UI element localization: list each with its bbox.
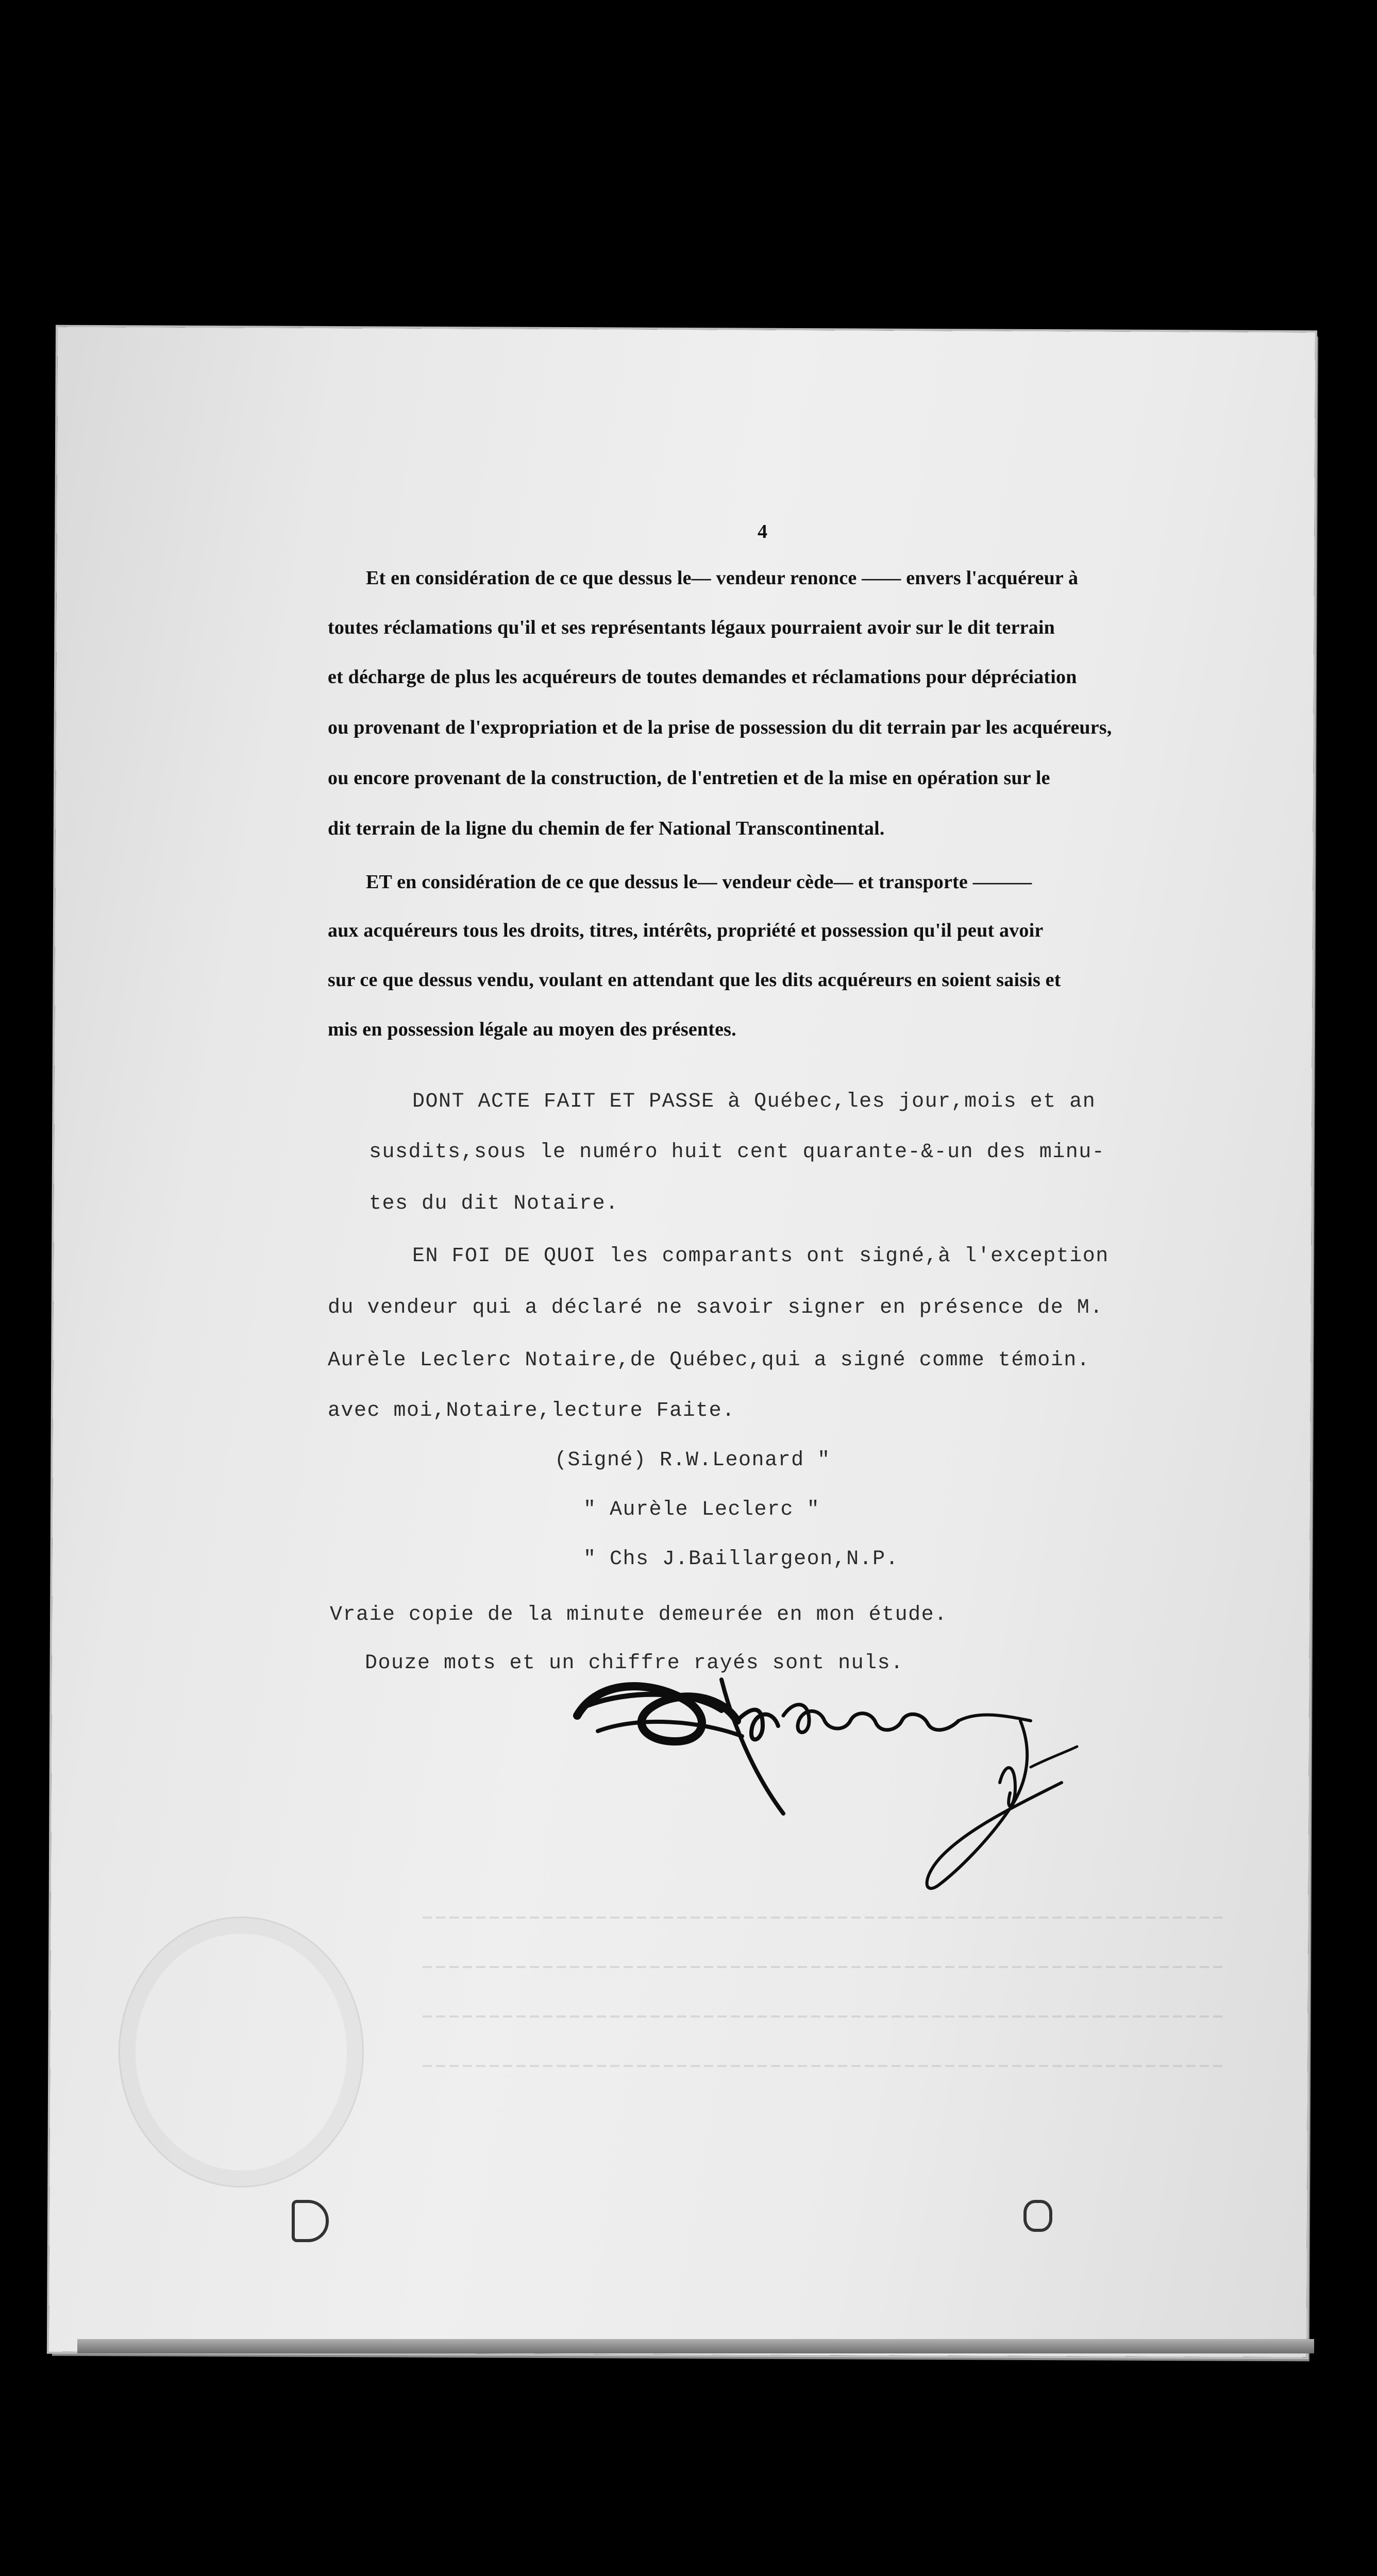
typed-line: avec moi,Notaire,lecture Faite. — [328, 1399, 735, 1422]
page-edge — [77, 2339, 1314, 2353]
typed-line: Vraie copie de la minute demeurée en mon étude. — [330, 1603, 948, 1626]
typed-line: Aurèle Leclerc Notaire,de Québec,qui a signé comme témoin. — [328, 1349, 1090, 1372]
printed-line: ou provenant de l'expropriation et de la prise de possession du dit terrain par les acquéreurs, — [328, 717, 1112, 738]
printed-line: mis en possession légale au moyen des présentes. — [328, 1019, 736, 1040]
printed-line: sur ce que dessus vendu, voulant en attendant que les dits acquéreurs en soient saisis et — [328, 969, 1061, 991]
typed-line: Douze mots et un chiffre rayés sont nuls. — [365, 1652, 904, 1675]
printed-line: Et en considération de ce que dessus le— vendeur renonce —— envers l'acquéreur à — [366, 567, 1079, 589]
typed-line: du vendeur qui a déclaré ne savoir signer en présence de M. — [328, 1296, 1103, 1319]
typed-line: DONT ACTE FAIT ET PASSE à Québec,les jour,mois et an — [412, 1090, 1096, 1113]
typed-line: " Chs J.Baillargeon,N.P. — [583, 1548, 899, 1571]
binding-hole — [1023, 2200, 1052, 2232]
bleed-through-text — [423, 1917, 1227, 2112]
printed-line: aux acquéreurs tous les droits, titres, intérêts, propriété et possession qu'il peut avoir — [328, 920, 1044, 941]
typed-line: (Signé) R.W.Leonard " — [555, 1449, 831, 1472]
printed-line: et décharge de plus les acquéreurs de toutes demandes et réclamations pour dépréciation — [328, 666, 1077, 688]
printed-line: ou encore provenant de la construction, de l'entretien et de la mise en opération sur le — [328, 767, 1050, 789]
embossed-seal — [119, 1917, 364, 2188]
typed-line: tes du dit Notaire. — [369, 1192, 619, 1215]
printed-line: dit terrain de la ligne du chemin de fer National Transcontinental. — [328, 818, 885, 839]
page-number: 4 — [758, 521, 767, 543]
typed-line: " Aurèle Leclerc " — [583, 1498, 820, 1521]
typed-line: EN FOI DE QUOI les comparants ont signé,à l'exception — [412, 1245, 1109, 1268]
printed-line: ET en considération de ce que dessus le— vendeur cède— et transporte ——— — [366, 871, 1032, 893]
typed-line: susdits,sous le numéro huit cent quarante-&-un des minu- — [369, 1141, 1105, 1164]
printed-line: toutes réclamations qu'il et ses représentants légaux pourraient avoir sur le dit terrain — [328, 617, 1055, 638]
handwritten-signature — [567, 1659, 1093, 1896]
